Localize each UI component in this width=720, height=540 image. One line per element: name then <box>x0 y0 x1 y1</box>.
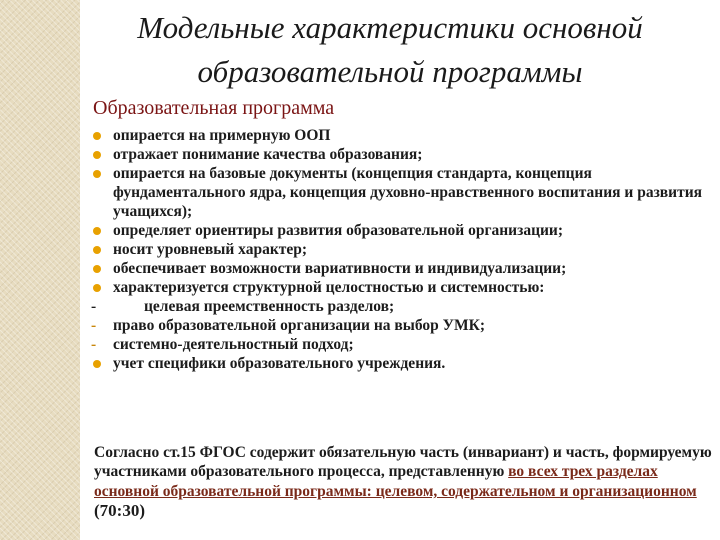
bullet-icon <box>93 284 101 292</box>
bullet-icon <box>93 132 101 140</box>
list-item <box>88 354 716 373</box>
bullet-icon <box>93 360 101 368</box>
list-item <box>88 164 716 221</box>
bullet-icon <box>93 170 101 178</box>
bullet-icon <box>93 227 101 235</box>
bullet-icon <box>93 151 101 159</box>
bullet-icon <box>93 265 101 273</box>
list-item-text: определяет ориентиры развития образовательной организации; <box>113 222 564 239</box>
list-item-text: опирается на примерную ООП <box>113 127 331 144</box>
list-item <box>88 240 716 259</box>
slide-title <box>60 6 720 94</box>
paragraph-ratio: (70:30) <box>94 501 145 520</box>
list-item-text: учет специфики образовательного учреждения. <box>113 355 446 372</box>
dash-item <box>88 297 716 316</box>
list-item-text: отражает понимание качества образования; <box>113 146 423 163</box>
title-line-2: образовательной программы <box>197 54 583 89</box>
list-item-text: носит уровневый характер; <box>113 241 308 258</box>
list-item-text: обеспечивает возможности вариативности и индивидуализации; <box>113 260 567 277</box>
dash-icon: - <box>91 317 97 334</box>
list-item <box>88 278 716 297</box>
list-item <box>88 126 716 145</box>
list-item-text: характеризуется структурной целостностью и системностью: <box>113 279 545 296</box>
fgos-paragraph <box>94 443 712 521</box>
paragraph-text: Согласно ст.15 ФГОС содержит обязательную часть (инвариант) и часть, формируемую участниками образовательного процесса, представленную <box>94 444 712 480</box>
paragraph-underlined-text: во всех трех разделах основной образовательной программы: целевом, содержательном и организационном <box>94 463 697 500</box>
title-line-1: Модельные характеристики основной <box>137 10 643 45</box>
dash-item-text: целевая преемственность разделов; <box>144 298 395 315</box>
bullet-icon <box>93 246 101 254</box>
list-item <box>88 221 716 240</box>
dash-item-text: право образовательной организации на выбор УМК; <box>113 317 486 334</box>
list-item-text: опирается на базовые документы (концепция стандарта, концепция фундаментального ядра, концепция духовно-нравственного воспитания и развития учащихся); <box>113 165 703 220</box>
dash-icon: - <box>91 298 97 315</box>
subheading: Образовательная программа <box>93 97 335 119</box>
characteristics-list <box>88 126 716 373</box>
list-item <box>88 259 716 278</box>
dash-item-text: системно-деятельностный подход; <box>113 336 354 353</box>
list-item <box>88 145 716 164</box>
dash-item <box>88 316 716 335</box>
dash-item <box>88 335 716 354</box>
dash-icon: - <box>91 336 97 353</box>
